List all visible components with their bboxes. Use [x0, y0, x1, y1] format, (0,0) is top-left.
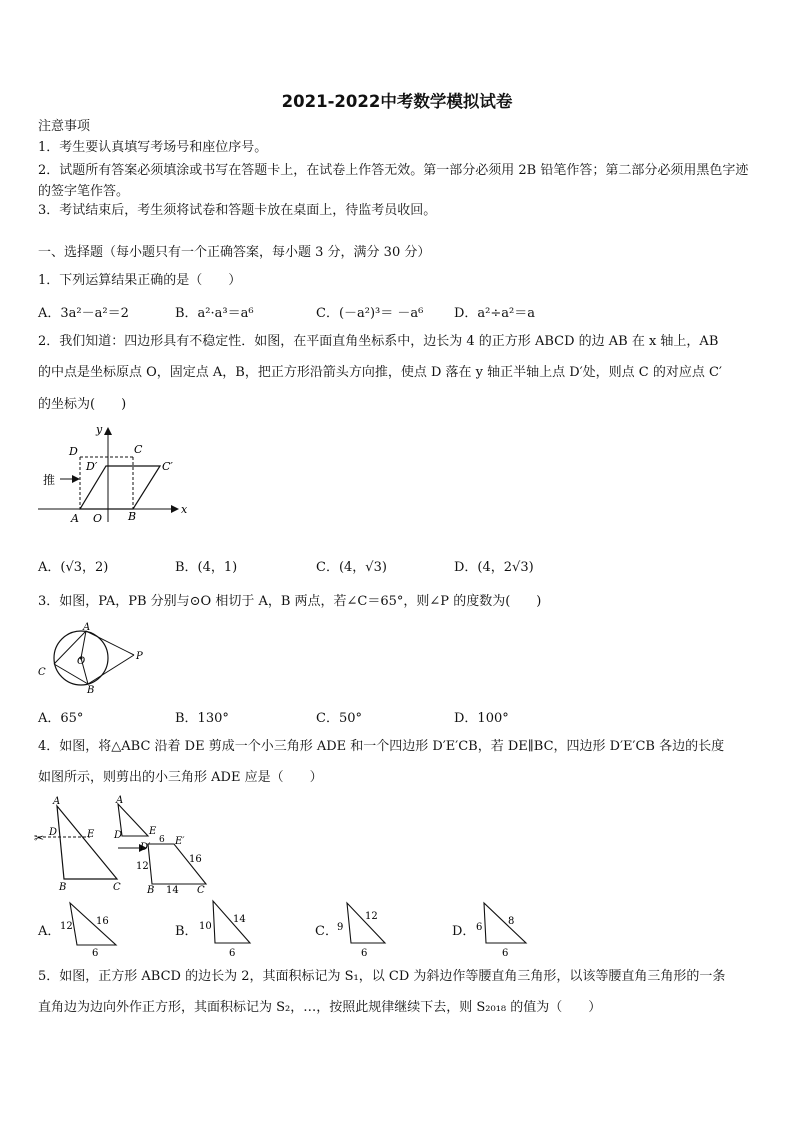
q4-line-1: 4．如图，将△ABC 沿着 DE 剪成一个小三角形 ADE 和一个四边形 D′E′CB，若 DE∥BC，四边形 D′E′CB 各边的长度 [38, 739, 725, 754]
label-b: B [128, 510, 137, 523]
svg-text:9: 9 [337, 922, 344, 933]
label-a-small: A [116, 795, 124, 806]
svg-text:10: 10 [199, 921, 212, 932]
label-e-prime: E′ [175, 836, 185, 847]
svg-text:6: 6 [92, 948, 99, 959]
q4-option-a-letter: A． [38, 924, 61, 939]
len-bottom: 14 [166, 885, 179, 896]
label-c-trap: C [197, 885, 205, 896]
page-title: 2021-2022中考数学模拟试卷 [281, 92, 513, 111]
label-b-trap: B [147, 885, 155, 896]
label-e-small: E [149, 826, 157, 837]
label-p: P [136, 651, 143, 662]
q5-line-2: 直角边为边向外作正方形，其面积标记为 S₂，…，按照此规律继续下去，则 S₂₀₁₈ 的值为（ ） [38, 1000, 602, 1015]
q4-option-b-letter: B． [175, 924, 198, 939]
q4-line-2: 如图所示，则剪出的小三角形 ADE 应是（ ） [38, 770, 323, 785]
q2-option-d: D．(4，2√3) [454, 560, 534, 575]
len-right: 16 [189, 854, 202, 865]
scissors-icon: ✂ [34, 831, 45, 845]
label-o: O [93, 512, 103, 525]
svg-text:6: 6 [229, 948, 236, 959]
q2-line-1: 2．我们知道：四边形具有不稳定性．如图，在平面直角坐标系中，边长为 4 的正方形 ABCD 的边 AB 在 x 轴上，AB [38, 334, 719, 349]
label-x: x [181, 503, 188, 516]
svg-text:6: 6 [476, 922, 483, 933]
q1-option-a: A．3a²－a²＝2 [38, 306, 129, 321]
q2-line-3: 的坐标为( ) [38, 397, 127, 412]
q3-option-b: B．130° [175, 711, 229, 726]
label-a: A [83, 622, 91, 633]
notice-item-1: 1．考生要认真填写考场号和座位序号。 [38, 140, 268, 155]
q4-option-d-triangle [472, 897, 536, 959]
label-c: C [38, 667, 46, 678]
q4-option-c-letter: C． [315, 924, 338, 939]
q3-option-a: A．65° [38, 711, 84, 726]
label-b: B [87, 685, 95, 696]
notice-item-2: 2．试题所有答案必须填涂或书写在答题卡上，在试卷上作答无效。第一部分必须用 2B 铅笔作答；第二部分必须用黑色字迹的签字笔作答。 [38, 163, 749, 199]
svg-text:8: 8 [508, 916, 515, 927]
label-a: A [71, 512, 79, 525]
label-b: B [59, 882, 67, 893]
q4-figure [34, 792, 220, 898]
svg-text:12: 12 [60, 921, 73, 932]
q2-line-2: 的中点是坐标原点 O，固定点 A，B，把正方形沿箭头方向推，使点 D 落在 y 轴正半轴上点 D′处，则点 C 的对应点 C′ [38, 365, 722, 380]
q2-figure [36, 420, 196, 530]
q4-option-d-letter: D． [452, 924, 476, 939]
notice-heading: 注意事项 [38, 119, 91, 134]
label-d-small: D [114, 830, 123, 841]
q3-option-d: D．100° [454, 711, 509, 726]
q4-option-a-triangle [58, 897, 122, 959]
label-c-prime: C′ [162, 460, 173, 473]
label-d: D [49, 827, 58, 838]
q1-option-d: D．a²÷a²＝a [454, 306, 535, 321]
q5-line-1: 5．如图，正方形 ABCD 的边长为 2，其面积标记为 S₁，以 CD 为斜边作等腰直角三角形，以该等腰直角三角形的一条 [38, 969, 726, 984]
svg-text:6: 6 [502, 948, 509, 959]
label-d: D [69, 445, 78, 458]
q4-option-c-triangle [335, 897, 399, 959]
q3-options [38, 707, 598, 725]
triangle-abc [57, 806, 117, 879]
q2-option-b: B．(4，1) [175, 560, 238, 575]
label-d-prime: D′ [140, 842, 151, 853]
svg-text:14: 14 [233, 914, 246, 925]
label-o: O [77, 656, 86, 667]
section-heading: 一、选择题（每小题只有一个正确答案，每小题 3 分，满分 30 分） [38, 245, 431, 260]
q4-option-b-triangle [195, 897, 259, 959]
label-a: A [53, 796, 61, 807]
q1-options [38, 302, 598, 320]
label-c: C [134, 443, 143, 456]
q1-option-b: B．a²·a³＝a⁶ [175, 306, 254, 321]
label-e: E [87, 829, 95, 840]
len-de: 6 [159, 835, 165, 845]
label-c: C [113, 882, 121, 893]
notice-item-3: 3．考试结束后，考生须将试卷和答题卡放在桌面上，待监考员收回。 [38, 203, 437, 218]
q3-option-c: C．50° [316, 711, 362, 726]
q3-figure [36, 620, 156, 696]
len-left: 12 [136, 861, 149, 872]
q2-option-a: A．(√3，2) [38, 560, 109, 575]
label-y: y [96, 423, 103, 436]
q3-stem: 3．如图，PA，PB 分别与⊙O 相切于 A，B 两点，若∠C＝65°，则∠P 的度数为( ) [38, 594, 542, 609]
q1-stem: 1．下列运算结果正确的是（ ） [38, 273, 242, 288]
label-push: 推 [43, 473, 56, 487]
label-d-prime: D′ [86, 460, 98, 473]
q1-option-c: C．(－a²)³＝ －a⁶ [316, 306, 424, 321]
q2-options [38, 556, 598, 574]
svg-text:12: 12 [365, 911, 378, 922]
svg-text:6: 6 [361, 948, 368, 959]
q2-option-c: C．(4，√3) [316, 560, 387, 575]
svg-text:16: 16 [96, 916, 109, 927]
triangle-ade [118, 804, 148, 836]
